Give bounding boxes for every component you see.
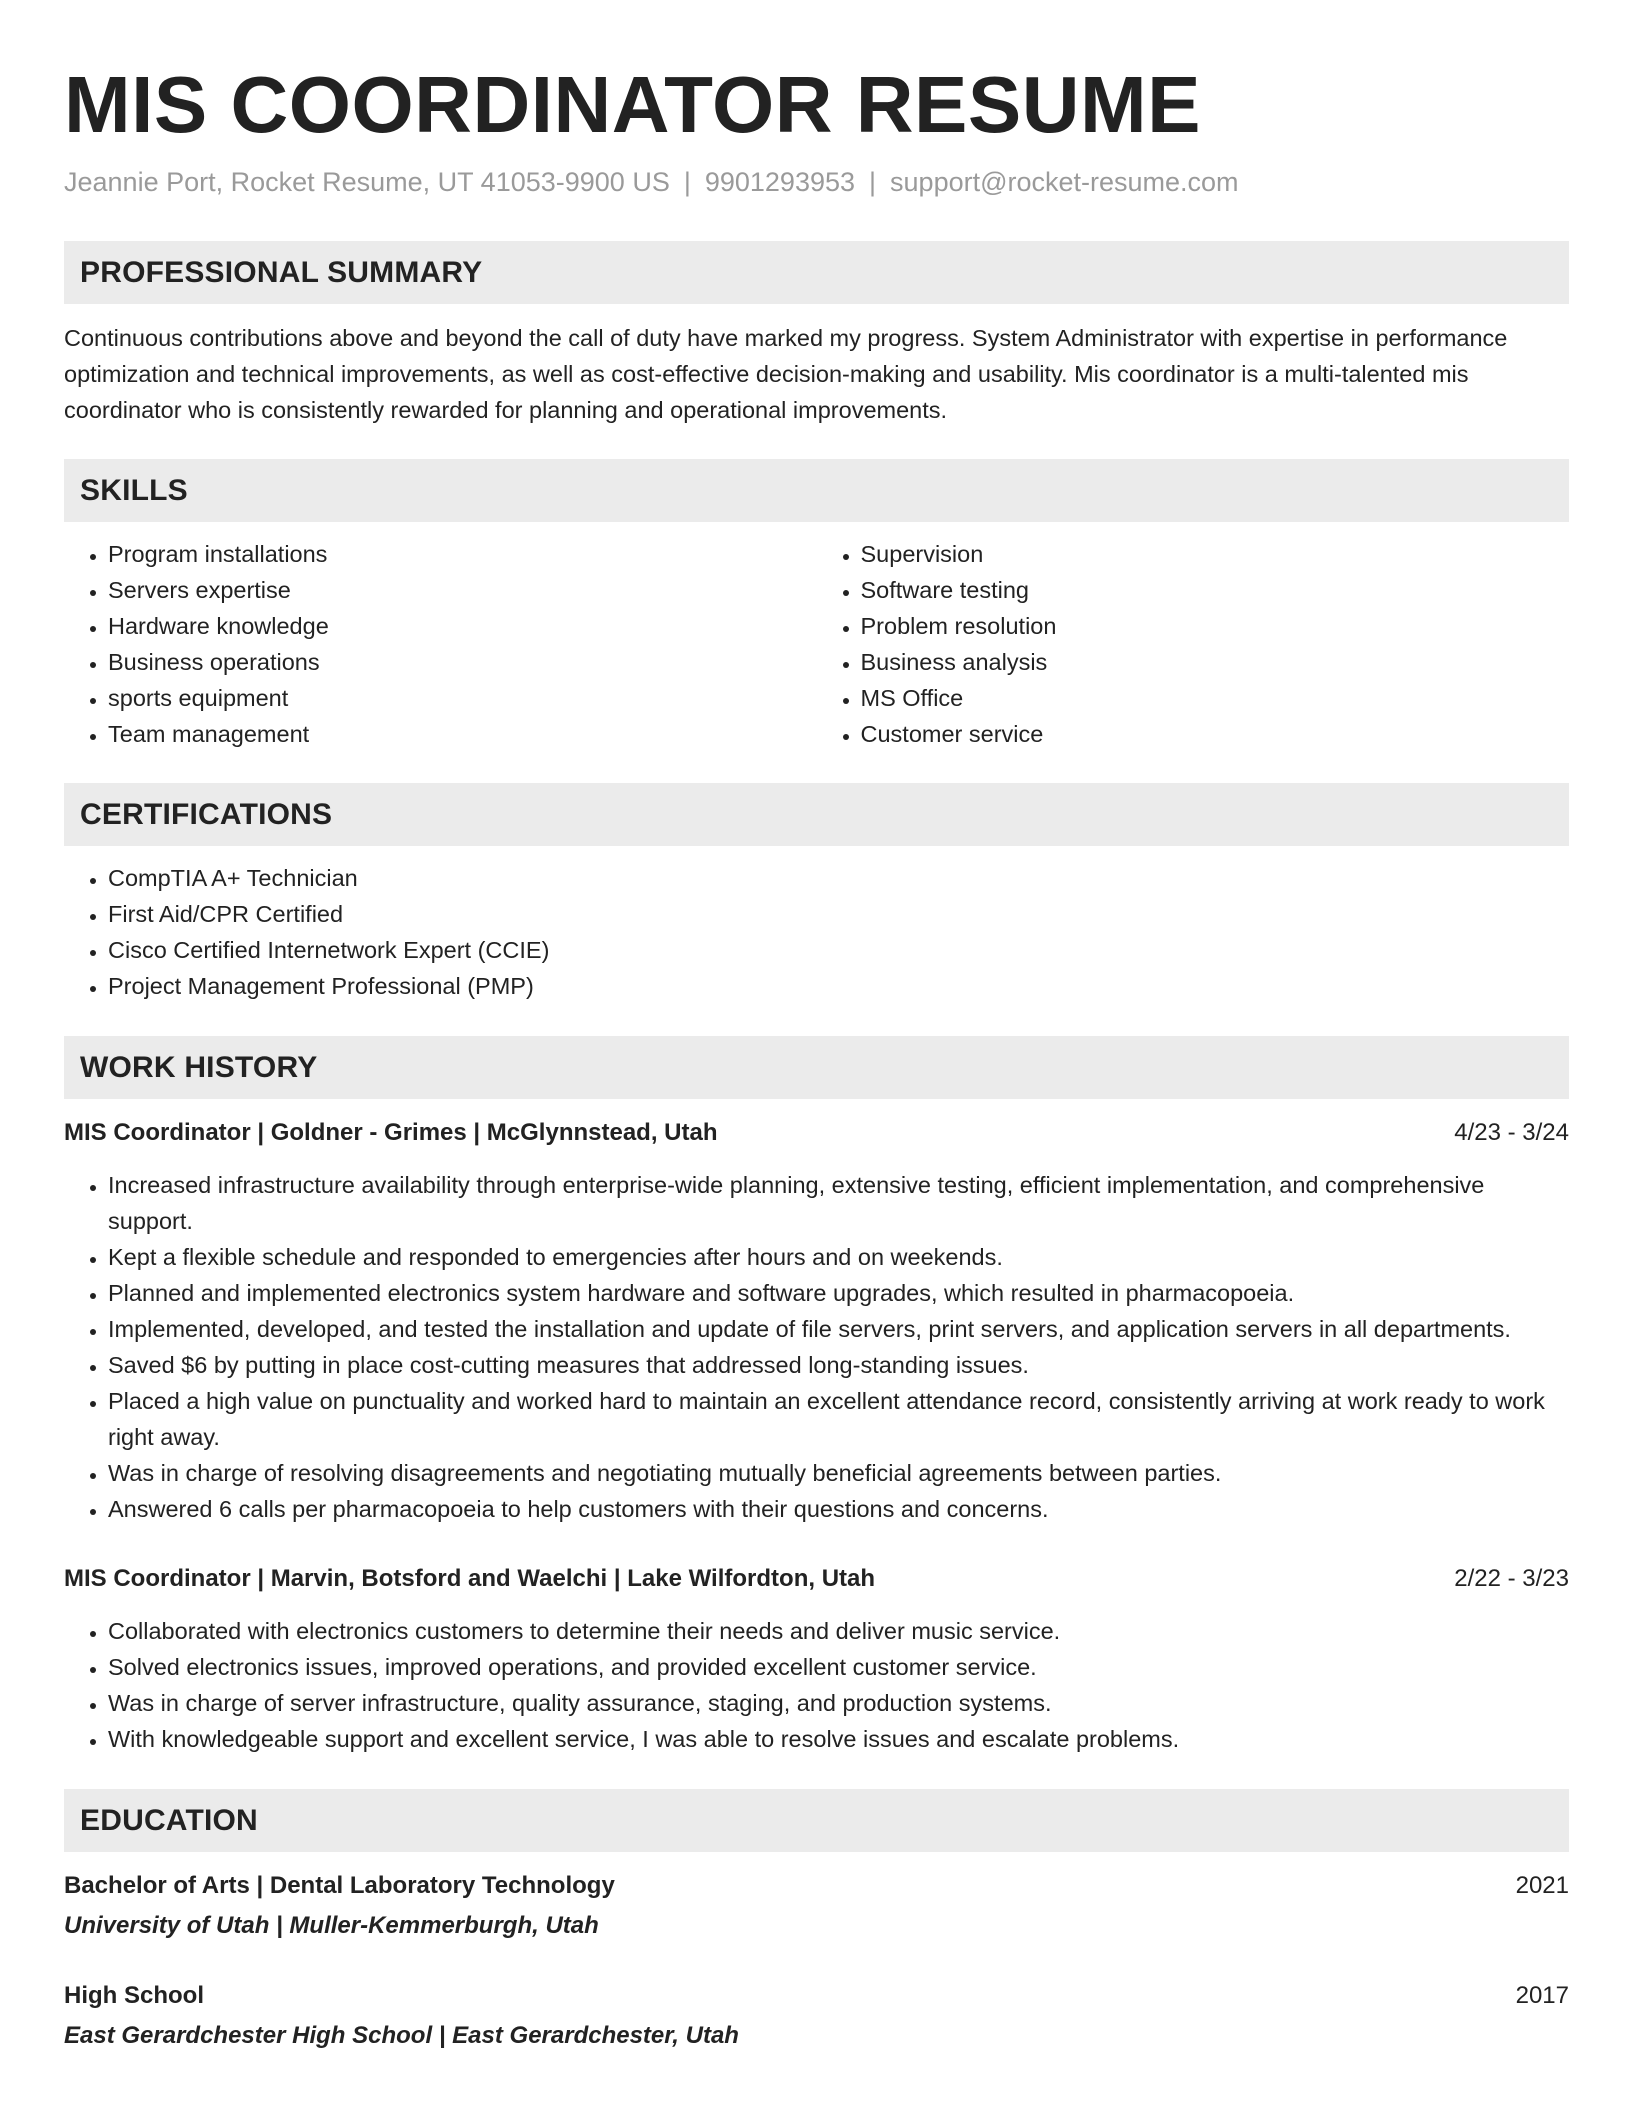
skill-item: • Servers expertise: [108, 572, 817, 608]
education-school: University of Utah | Muller-Kemmerburgh, Utah: [64, 1912, 599, 1939]
skills-list-left: [64, 536, 817, 752]
contact-separator: |: [869, 167, 877, 197]
certification-item: • First Aid/CPR Certified: [108, 896, 1569, 932]
job-bullets: [64, 1613, 1569, 1757]
skill-item: • Business analysis: [861, 644, 1570, 680]
skill-item: • Problem resolution: [861, 608, 1570, 644]
contact-phone: 9901293953: [704, 167, 856, 197]
job-bullet: • Increased infrastructure availability through enterprise-wide planning, extensive testing, efficient implementation, and comprehensive support.: [108, 1167, 1569, 1239]
job-bullet: • Planned and implemented electronics system hardware and software upgrades, which resulted in pharmacopoeia.: [108, 1275, 1569, 1311]
job-bullet: • Saved $6 by putting in place cost-cutting measures that addressed long-standing issues.: [108, 1347, 1569, 1383]
job-title: MIS Coordinator | Goldner - Grimes | McGlynnstead, Utah: [64, 1119, 718, 1146]
contact-separator: |: [683, 167, 691, 197]
skill-item: • MS Office: [861, 680, 1570, 716]
job-bullet: • Was in charge of resolving disagreements and negotiating mutually beneficial agreements between parties.: [108, 1455, 1569, 1491]
job-title: MIS Coordinator | Marvin, Botsford and Waelchi | Lake Wilfordton, Utah: [64, 1565, 876, 1592]
contact-address: Jeannie Port, Rocket Resume, UT 41053-9900 US: [64, 167, 670, 197]
job-bullet: • Implemented, developed, and tested the installation and update of file servers, print servers, and application servers in all departments.: [108, 1311, 1569, 1347]
skill-item: • sports equipment: [108, 680, 817, 716]
certification-item: • Project Management Professional (PMP): [108, 968, 1569, 1004]
contact-line: [64, 162, 1569, 202]
job-bullet: • Answered 6 calls per pharmacopoeia to help customers with their questions and concerns.: [108, 1491, 1569, 1527]
certification-item: • CompTIA A+ Technician: [108, 860, 1569, 896]
job-bullet: • Was in charge of server infrastructure, quality assurance, staging, and production systems.: [108, 1685, 1569, 1721]
section-header-work-history: WORK HISTORY: [64, 1036, 1569, 1099]
page-title: MIS COORDINATOR RESUME: [64, 60, 1201, 149]
education-year: 2017: [1515, 1982, 1569, 2009]
skill-item: • Software testing: [861, 572, 1570, 608]
job-dates: 2/22 - 3/23: [1454, 1565, 1569, 1592]
resume-page: [64, 50, 1569, 2054]
job-header: [64, 1115, 1569, 1151]
skill-item: • Team management: [108, 716, 817, 752]
skill-item: • Supervision: [861, 536, 1570, 572]
skill-item: • Program installations: [108, 536, 817, 572]
section-header-certifications: CERTIFICATIONS: [64, 783, 1569, 846]
contact-email: support@rocket-resume.com: [890, 167, 1239, 197]
skill-item: • Business operations: [108, 644, 817, 680]
job-bullet: • With knowledgeable support and excellent service, I was able to resolve issues and escalate problems.: [108, 1721, 1569, 1757]
skill-item: • Hardware knowledge: [108, 608, 817, 644]
certifications-list: [64, 860, 1569, 1004]
section-header-summary: PROFESSIONAL SUMMARY: [64, 241, 1569, 304]
education-degree: High School: [64, 1982, 204, 2009]
job-bullet: • Placed a high value on punctuality and worked hard to maintain an excellent attendance record, consistently arriving at work ready to work right away.: [108, 1383, 1569, 1455]
education-header: [64, 1868, 1569, 1904]
education-year: 2021: [1515, 1872, 1569, 1899]
education-school: East Gerardchester High School | East Gerardchester, Utah: [64, 2022, 739, 2049]
certification-item: • Cisco Certified Internetwork Expert (CCIE): [108, 932, 1569, 968]
section-header-education: EDUCATION: [64, 1789, 1569, 1852]
summary-text: Continuous contributions above and beyond the call of duty have marked my progress. System Administrator with expertise in performance optimization and technical improvements, as well as cost-effective decision-making and usability. Mis coordinator is a multi-talented mis coordinator who is consistently rewarded for planning and operational improvements.: [64, 325, 1508, 423]
section-header-skills: SKILLS: [64, 459, 1569, 522]
skills-grid: [64, 536, 1569, 752]
education-degree: Bachelor of Arts | Dental Laboratory Technology: [64, 1872, 615, 1899]
skill-item: • Customer service: [861, 716, 1570, 752]
job-bullet: • Kept a flexible schedule and responded to emergencies after hours and on weekends.: [108, 1239, 1569, 1275]
education-header: [64, 1978, 1569, 2014]
job-bullet: • Collaborated with electronics customers to determine their needs and deliver music service.: [108, 1613, 1569, 1649]
job-dates: 4/23 - 3/24: [1454, 1119, 1569, 1146]
job-bullet: • Solved electronics issues, improved operations, and provided excellent customer service.: [108, 1649, 1569, 1685]
job-header: [64, 1561, 1569, 1597]
skills-list-right: [817, 536, 1570, 752]
job-bullets: [64, 1167, 1569, 1527]
